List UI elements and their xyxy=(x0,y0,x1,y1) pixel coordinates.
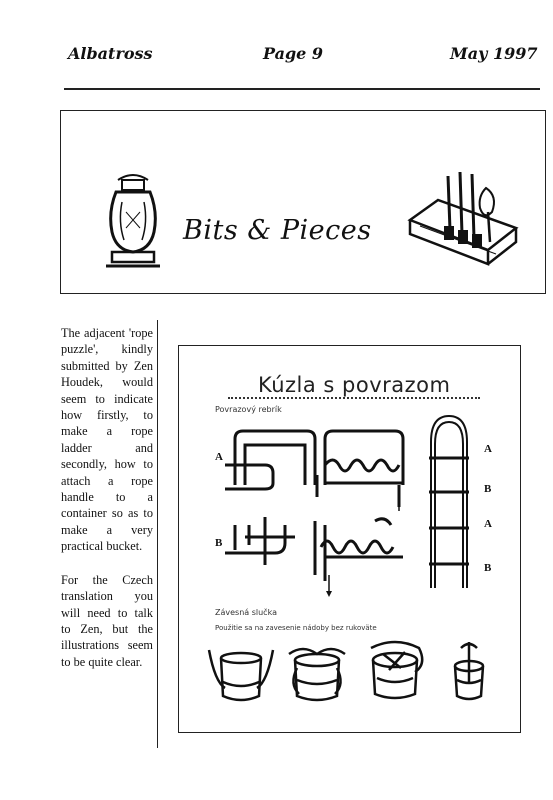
figure-section-hanging-loop: Závesná slučka xyxy=(215,608,277,617)
lantern-illustration xyxy=(98,172,168,272)
header-date: May 1997 xyxy=(450,44,538,63)
figure-title: Kúzla s povrazom xyxy=(258,373,451,397)
article-text xyxy=(61,325,153,687)
article-paragraph-1: The adjacent 'rope puzzle', kindly submitted by Zen Houdek, would seem to indicate how firstly, to make a rope ladder and secondly, how to attach a rope handle to a container so as to make a very practical bucket. xyxy=(61,326,153,554)
ladder-label-b2: B xyxy=(484,562,492,574)
tool-rack-illustration xyxy=(408,168,520,268)
ladder-label-a1: A xyxy=(484,443,492,455)
ladder-label-a2: A xyxy=(484,518,492,530)
column-divider xyxy=(157,320,158,748)
header-page-number: Page 9 xyxy=(263,44,324,63)
header-publication: Albatross xyxy=(68,44,153,63)
article-paragraph-2: For the Czech translation you will need to talk to Zen, but the illustrations seem to be quite clear. xyxy=(61,572,153,669)
rope-ladder-illustration xyxy=(425,412,475,592)
figure-section-ladder: Povrazový rebrík xyxy=(215,405,282,414)
rope-ladder-knots-illustration xyxy=(225,425,415,605)
label-row-b: B xyxy=(215,537,223,549)
bucket-handle-illustrations xyxy=(205,638,495,710)
figure-section-hanging-caption: Použitie sa na zavesenie nádoby bez rukoväte xyxy=(215,624,377,632)
label-row-a: A xyxy=(215,451,223,463)
figure-dotted-rule xyxy=(228,397,480,399)
banner-title: Bits & Pieces xyxy=(183,215,372,246)
ladder-label-b1: B xyxy=(484,483,492,495)
header-rule xyxy=(64,88,540,90)
